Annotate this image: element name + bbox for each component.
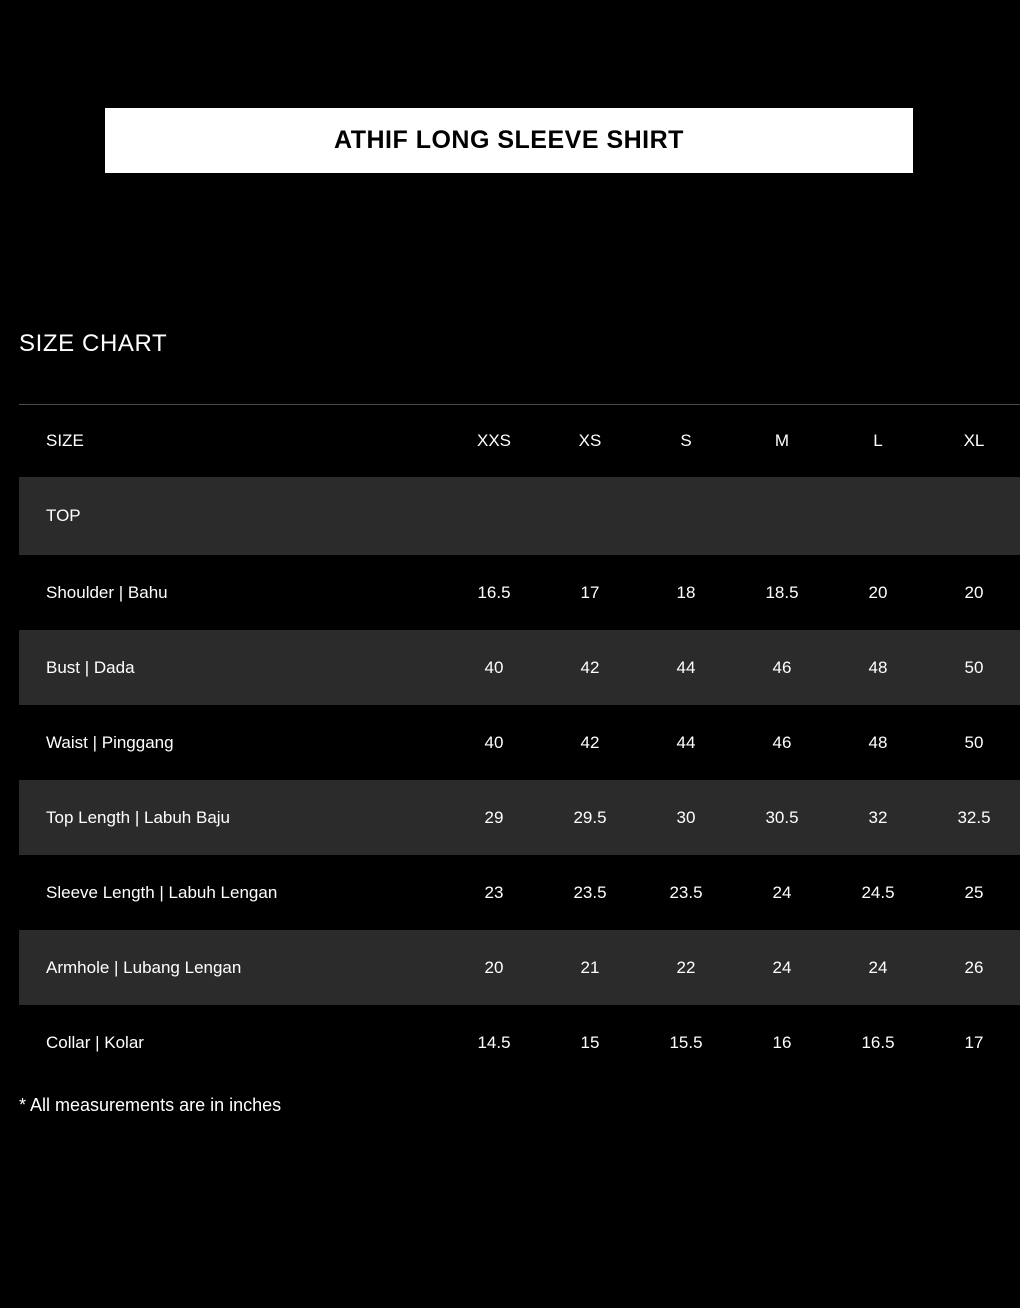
group-spacer xyxy=(638,477,734,555)
product-title-banner xyxy=(105,108,913,173)
row-label: Collar | Kolar xyxy=(46,1032,144,1052)
row-value: 26 xyxy=(926,930,1020,1005)
table-row xyxy=(19,630,1020,705)
row-value: 29 xyxy=(446,780,542,855)
row-value: 30.5 xyxy=(734,780,830,855)
row-label: Armhole | Lubang Lengan xyxy=(19,930,446,1005)
column-header-xxs: XXS xyxy=(476,431,512,450)
row-value: 50 xyxy=(964,732,984,752)
row-value: 46 xyxy=(734,630,830,705)
row-value: 21 xyxy=(542,930,638,1005)
table-row xyxy=(19,930,1020,1005)
table-row xyxy=(19,705,1020,780)
row-value: 29.5 xyxy=(542,780,638,855)
table-group-row xyxy=(19,477,1020,555)
row-value: 16.5 xyxy=(477,582,511,602)
row-value: 16 xyxy=(772,1032,792,1052)
row-value: 40 xyxy=(446,630,542,705)
row-value: 32 xyxy=(830,780,926,855)
table-row xyxy=(19,855,1020,930)
row-value: 50 xyxy=(926,630,1020,705)
row-value: 16.5 xyxy=(861,1032,895,1052)
row-value: 15.5 xyxy=(669,1032,703,1052)
row-value: 20 xyxy=(868,582,888,602)
row-value: 24 xyxy=(734,930,830,1005)
row-value: 46 xyxy=(772,732,792,752)
table-header-row xyxy=(19,405,1020,478)
section-heading: SIZE CHART xyxy=(19,330,168,357)
table-row xyxy=(19,780,1020,855)
group-spacer xyxy=(830,477,926,555)
row-value: 42 xyxy=(542,630,638,705)
row-value: 15 xyxy=(580,1032,600,1052)
row-label: Waist | Pinggang xyxy=(46,732,174,752)
row-value: 23 xyxy=(484,882,504,902)
size-chart-table xyxy=(19,404,1020,1080)
measurement-footnote: * All measurements are in inches xyxy=(19,1095,282,1115)
column-header-xs: XS xyxy=(578,431,602,450)
column-header-s: S xyxy=(680,431,692,450)
row-value: 48 xyxy=(830,630,926,705)
row-value: 17 xyxy=(964,1032,984,1052)
column-header-xl: XL xyxy=(963,431,985,450)
row-value: 25 xyxy=(964,882,984,902)
column-header-size: SIZE xyxy=(46,431,84,450)
row-value: 20 xyxy=(446,930,542,1005)
page-title: ATHIF LONG SLEEVE SHIRT xyxy=(334,126,684,154)
row-value: 22 xyxy=(638,930,734,1005)
row-value: 23.5 xyxy=(669,882,703,902)
row-value: 17 xyxy=(580,582,600,602)
table-row xyxy=(19,1005,1020,1080)
row-label: Shoulder | Bahu xyxy=(46,582,168,602)
column-header-m: M xyxy=(774,431,790,450)
row-value: 18 xyxy=(676,582,696,602)
group-spacer xyxy=(542,477,638,555)
row-value: 40 xyxy=(484,732,504,752)
row-value: 24 xyxy=(830,930,926,1005)
row-value: 23.5 xyxy=(573,882,607,902)
row-value: 20 xyxy=(964,582,984,602)
row-value: 44 xyxy=(638,630,734,705)
row-value: 18.5 xyxy=(765,582,799,602)
table-row xyxy=(19,555,1020,630)
group-spacer xyxy=(446,477,542,555)
group-spacer xyxy=(734,477,830,555)
row-value: 24.5 xyxy=(861,882,895,902)
row-value: 24 xyxy=(772,882,792,902)
row-label: Bust | Dada xyxy=(19,630,446,705)
size-chart-table-wrapper xyxy=(19,404,996,1080)
group-label-top: TOP xyxy=(19,477,446,555)
row-label: Top Length | Labuh Baju xyxy=(19,780,446,855)
row-value: 30 xyxy=(638,780,734,855)
row-value: 32.5 xyxy=(926,780,1020,855)
group-spacer xyxy=(926,477,1020,555)
row-value: 42 xyxy=(580,732,600,752)
row-value: 14.5 xyxy=(477,1032,511,1052)
row-label: Sleeve Length | Labuh Lengan xyxy=(46,882,278,902)
row-value: 44 xyxy=(676,732,696,752)
row-value: 48 xyxy=(868,732,888,752)
column-header-l: L xyxy=(873,431,883,450)
